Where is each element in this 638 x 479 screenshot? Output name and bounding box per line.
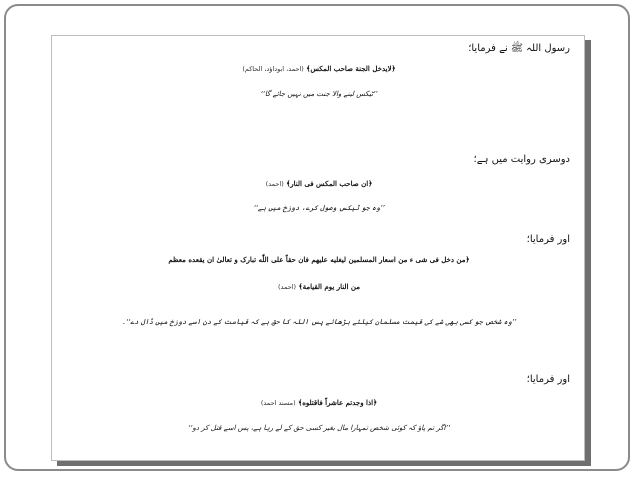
urdu-translation-1: ’’ٹیکس لینے والا جنت میں نہیں جائے گا‘‘ (260, 90, 378, 98)
reference-2: (احمد) (265, 180, 284, 188)
urdu-translation-4: ’’اگر تم پاؤ کہ کوئی شخص تمہارا مال بغیر کسی حق کے لے رہا ہے، پس اسے قتل کر دو‘‘ (188, 424, 450, 432)
reference-1: (احمد، ابوداؤد، الحاکم) (242, 65, 304, 73)
document-page (51, 35, 585, 461)
arabic-hadith-2 (52, 179, 586, 188)
reference-4: (مسند احمد) (260, 399, 296, 407)
intro-text-4: اور فرمایا؛ (526, 374, 570, 385)
intro-text-3: اور فرمایا؛ (526, 234, 570, 245)
arabic-hadith-4 (52, 398, 586, 407)
intro-text-2: دوسری روایت میں ہے؛ (473, 154, 570, 165)
reference-3: (احمد) (278, 283, 297, 291)
urdu-translation-2: ’’وہ جو ٹیکس وصول کرے، دوزخ میں ہے‘‘ (253, 204, 385, 212)
urdu-translation-3: ’’وہ شخص جو کسی بھی شے کی قیمت مسلمان کیلئے بڑھائے پس اللہ کا حق ہے کہ قیامت کے دن اسے دوزخ میں ڈال دے‘‘۔ (121, 318, 517, 326)
arabic-text-2: ﴿ان صاحب المکس فی النار﴾ (286, 179, 373, 188)
intro-text-1: رسول اللہ ﷺ نے فرمایا؛ (468, 43, 570, 54)
arabic-text-4: ﴿اذا وجدتم عاشراً فاقتلوه﴾ (298, 398, 378, 407)
arabic-hadith-3a: ﴿من دخل فی شی ء من اسعار المسلمین لیغلیه علیهم فان حقاً علی اللّٰه تبارک و تعالیٰ ان یقعده معظم (168, 255, 470, 264)
arabic-text-3b: من النار یوم القیامة﴾ (298, 282, 360, 291)
arabic-hadith-1 (52, 64, 586, 73)
arabic-text-1: ﴿لایدخل الجنة صاحب المکس﴾ (306, 64, 396, 73)
arabic-hadith-3b (52, 282, 586, 291)
